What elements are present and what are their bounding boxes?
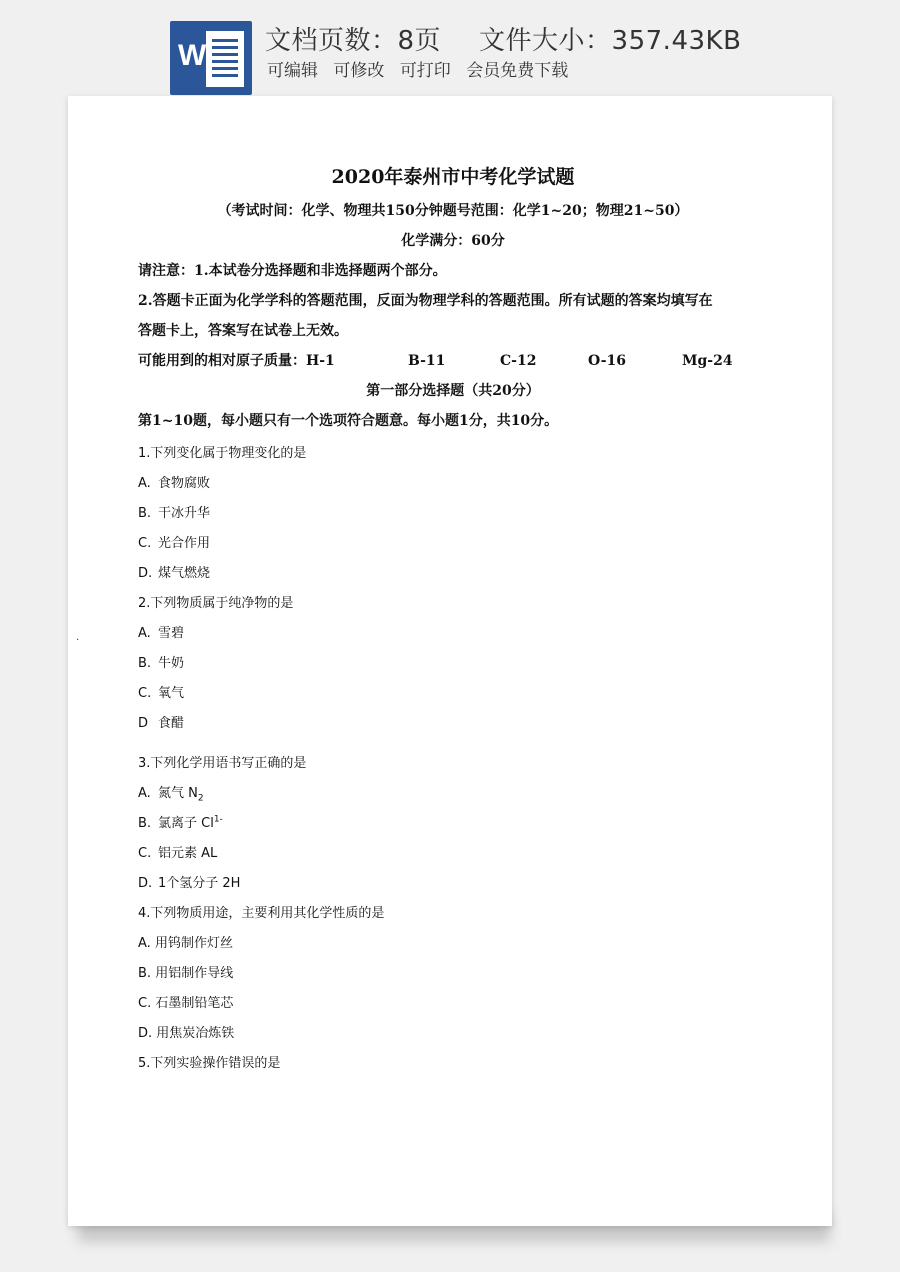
question-5-stem: 5.下列实验操作错误的是 <box>138 1056 281 1071</box>
notice-2-line-2: 答题卡上，答案写在试卷上无效。 <box>138 323 348 339</box>
file-meta <box>265 20 741 57</box>
question-1-option-a: A. 食物腐败 <box>138 476 211 491</box>
question-4-option-d: D. 用焦炭冶炼铁 <box>138 1026 235 1041</box>
feature-list <box>267 56 568 81</box>
question-2-option-b: B. 牛奶 <box>138 656 185 671</box>
superscript-charge: 1- <box>213 814 223 825</box>
doc-full-score: 化学满分：60分 <box>401 233 505 249</box>
atomic-mass-mg: Mg-24 <box>682 353 733 369</box>
notice-1: 请注意：1.本试卷分选择题和非选择题两个部分。 <box>138 263 447 279</box>
feature-printable: 可打印 <box>399 61 451 81</box>
feature-member-download: 会员免费下载 <box>466 61 569 81</box>
doc-title: 2020年泰州市中考化学试题 <box>331 166 575 188</box>
question-4-option-a: A. 用钨制作灯丝 <box>138 936 233 951</box>
word-icon-letter: W <box>178 39 207 72</box>
word-icon-page <box>206 31 244 87</box>
word-document-icon <box>170 21 252 95</box>
question-4-option-c: C. 石墨制铅笔芯 <box>138 996 234 1011</box>
question-2-option-d: D 食醋 <box>138 716 185 731</box>
feature-modifiable: 可修改 <box>333 61 385 81</box>
notice-2-line-1: 2.答题卡正面为化学学科的答题范围，反面为物理学科的答题范围。所有试题的答案均填写在 <box>138 293 713 309</box>
question-3-stem: 3.下列化学用语书写正确的是 <box>138 756 307 771</box>
part-1-instructions: 第1~10题，每小题只有一个选项符合题意。每小题1分，共10分。 <box>138 413 559 429</box>
doc-subtitle: （考试时间：化学、物理共150分钟题号范围：化学1~20；物理21~50） <box>217 203 689 219</box>
stray-mark: . <box>76 632 80 643</box>
atomic-mass-line <box>138 350 733 370</box>
file-size: 文件大小：357.43KB <box>479 26 742 56</box>
question-1-option-c: C. 光合作用 <box>138 536 211 551</box>
header-banner <box>0 0 900 96</box>
feature-editable: 可编辑 <box>267 61 318 81</box>
atomic-mass-c: C-12 <box>500 353 537 369</box>
question-3-option-b: B. 氯离子 $Cl^{1-}$ <box>138 814 223 831</box>
question-3-option-c: C. 铝元素 AL <box>138 846 218 861</box>
question-4-stem: 4.下列物质用途，主要利用其化学性质的是 <box>138 906 385 921</box>
question-2-option-a: A. 雪碧 <box>138 626 185 641</box>
question-1-stem: 1.下列变化属于物理变化的是 <box>138 446 307 461</box>
question-3-option-d: D. 1个氢分子 2H <box>138 876 241 891</box>
question-2-option-c: C. 氧气 <box>138 686 185 701</box>
question-3-option-a: A. 氮气 $N_2$ <box>138 786 204 804</box>
part-1-heading: 第一部分选择题（共20分） <box>366 383 540 399</box>
question-1-option-d: D. 煤气燃烧 <box>138 566 211 581</box>
question-1-option-b: B. 干冰升华 <box>138 506 211 521</box>
document-page <box>68 96 832 1226</box>
atomic-mass-b: B-11 <box>408 353 446 369</box>
atomic-mass-label: 可能用到的相对原子质量：H-1 <box>138 353 335 369</box>
page-count: 文档页数：8页 <box>265 26 442 56</box>
subscript-2: 2 <box>197 793 204 804</box>
question-2-stem: 2.下列物质属于纯净物的是 <box>138 596 294 611</box>
question-4-option-b: B. 用铝制作导线 <box>138 966 234 981</box>
atomic-mass-o: O-16 <box>588 353 627 369</box>
